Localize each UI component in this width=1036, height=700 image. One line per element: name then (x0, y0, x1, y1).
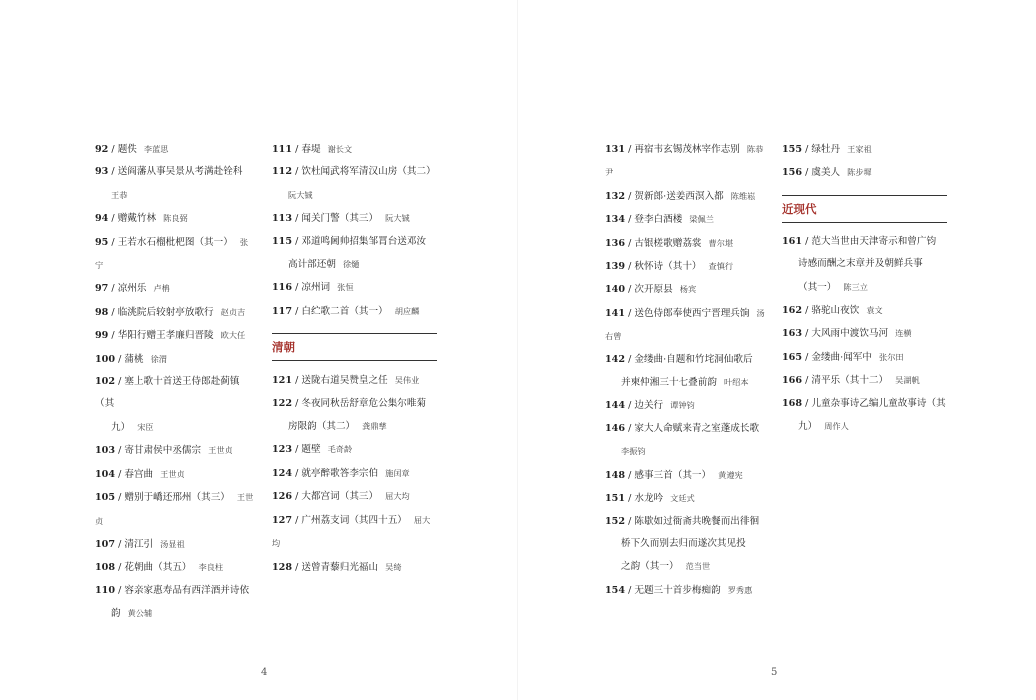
poem-title: 次开原县 (634, 284, 673, 296)
toc-entry-line (782, 415, 947, 438)
page-ref-number: 112 (272, 166, 293, 178)
page-ref-number: 127 (272, 514, 293, 526)
toc-entry[interactable] (782, 322, 947, 345)
author-name: 曹尔堪 (708, 237, 734, 248)
page-ref-number: 128 (272, 561, 293, 573)
author-name: 徐渭 (150, 353, 167, 364)
toc-entry[interactable] (605, 138, 765, 185)
author-name: 汤右曾 (605, 307, 765, 342)
poem-title: 清平乐（其十二） (811, 375, 889, 387)
toc-entry-line (782, 276, 947, 299)
author-name: 王世贞 (95, 492, 254, 526)
page-ref-number: 151 (605, 493, 626, 505)
toc-entry[interactable] (605, 464, 765, 487)
toc-entry-line: 142 / 金缕曲·自题和竹垞洞仙歌后 (605, 353, 753, 365)
poem-title: 春宫曲 (124, 468, 154, 480)
page-ref-number: 98 (95, 306, 109, 318)
toc-entry-line: 98 / 临洮院后较射亭放歌行 赵贞吉 (95, 306, 246, 318)
page-ref-number: 141 (605, 307, 626, 319)
poem-title: 房限韵（其二） (288, 421, 356, 433)
poem-title: 无题三十首步梅痴韵 (634, 584, 721, 596)
toc-entry-line (782, 253, 947, 275)
poem-title: 绿牡丹 (811, 144, 841, 155)
poem-title: 再宿韦玄锡茂林宰作志别 (634, 144, 740, 155)
author-name: 阮大铖 (385, 213, 410, 224)
author-name: 施闰章 (385, 467, 410, 478)
author-name: 连横 (895, 328, 912, 339)
author-name: 欧大任 (220, 330, 246, 341)
poem-title: 送色侍郎奉使西宁晋理兵饷 (634, 307, 750, 319)
toc-entry[interactable] (95, 277, 255, 300)
toc-entry-line: 152 / 陈歇如过衙斋共晚餐而出徘徊 (605, 515, 760, 527)
author-name: 黄公辅 (127, 608, 153, 619)
page-ref-number: 142 (605, 353, 626, 365)
poem-title: 赠别于嶠还邢州（其三） (124, 492, 230, 504)
toc-entry-line: 132 / 贺新郎·送姜西溟入都 陈维崧 (605, 190, 756, 202)
page-ref-number: 117 (272, 305, 293, 317)
toc-entry-line: 124 / 就亭醉歌答李宗伯 施闰章 (272, 467, 410, 479)
toc-entry[interactable] (272, 231, 437, 277)
poem-title: 古银槎歌赠荔裳 (634, 237, 702, 249)
toc-column (95, 138, 255, 626)
toc-entry-line: 115 / 邓道鸣阃帅招集邹罥台送邓汝 (272, 235, 427, 247)
author-name: 李振钧 (621, 446, 646, 457)
toc-entry[interactable] (605, 394, 765, 417)
toc-entry[interactable] (605, 232, 765, 255)
toc-entry-line: 162 / 骆驼山夜饮 袁文 (782, 305, 883, 317)
author-name: 胡应麟 (394, 305, 420, 316)
poem-title: 之韵（其一） (621, 561, 679, 573)
toc-entry[interactable] (605, 278, 765, 301)
toc-entry[interactable] (782, 346, 947, 369)
author-name: 汤显祖 (160, 538, 185, 549)
author-name: 徐熥 (342, 259, 360, 270)
page-number: 5 (771, 667, 778, 678)
toc-entry[interactable] (272, 438, 437, 461)
toc-entry[interactable] (95, 324, 255, 347)
toc-entry-line: 107 / 清江引 汤显祖 (95, 538, 185, 550)
poem-title: 送阎藩从事吴景从考满赴铨科 (117, 166, 243, 178)
poem-title: 水龙吟 (634, 493, 664, 505)
toc-entry-line: 156 / 虞美人 陈步墀 (782, 167, 872, 179)
toc-entry[interactable] (272, 300, 437, 323)
poem-title: 临洮院后较射亭放歌行 (117, 306, 214, 318)
toc-entry[interactable] (95, 301, 255, 324)
toc-entry[interactable] (95, 533, 255, 556)
page-ref-number: 161 (782, 235, 803, 247)
toc-group (272, 138, 437, 323)
author-name: 龚鼎孳 (362, 421, 387, 432)
poem-title: 王若水石榴枇杷图（其一） (117, 236, 233, 248)
toc-entry[interactable] (272, 556, 437, 579)
author-name: 袁文 (866, 305, 883, 316)
page-ref-number: 105 (95, 492, 116, 504)
poem-title: 寄甘肃侯中丞儒宗 (124, 445, 202, 457)
toc-entry-line: 136 / 古银槎歌赠荔裳 曹尔堪 (605, 237, 734, 249)
author-name: 梁佩兰 (689, 214, 714, 225)
toc-entry[interactable] (95, 161, 255, 207)
author-name: 吴绮 (385, 561, 402, 572)
toc-entry[interactable] (95, 463, 255, 486)
author-name: 陈三立 (843, 281, 868, 292)
page-ref-number: 100 (95, 353, 116, 365)
toc-entry[interactable] (605, 487, 765, 510)
poem-title: 陈歇如过衙斋共晚餐而出徘徊 (634, 515, 760, 527)
page-ref-number: 122 (272, 397, 293, 409)
author-name: 黄遵宪 (718, 469, 743, 480)
poem-title: 闻关门警（其三） (301, 213, 379, 225)
page-ref-number: 131 (605, 144, 626, 155)
author-name: 张恒 (337, 282, 354, 293)
toc-entry[interactable] (782, 393, 947, 439)
poem-title: 清江引 (124, 538, 154, 550)
toc-entry-line (95, 416, 255, 439)
toc-entry-line: 95 / 王若水石榴枇杷图（其一） 张宁 (95, 236, 249, 271)
toc-entry-line: 151 / 水龙吟 文廷式 (605, 493, 695, 505)
toc-entry-line: 163 / 大风雨中渡饮马河 连横 (782, 328, 912, 340)
toc-entry-line: 127 / 广州荔支词（其四十五） 屈大均 (272, 514, 431, 549)
section-heading: 清朝 (272, 333, 437, 361)
poem-title: 九） (798, 421, 818, 433)
author-name: 查慎行 (708, 261, 734, 272)
toc-entry[interactable] (272, 509, 437, 556)
author-name: 王家祖 (847, 144, 872, 154)
toc-entry-line: 166 / 清平乐（其十二） 吴湖帆 (782, 375, 920, 387)
page-ref-number: 154 (605, 584, 626, 596)
toc-entry-line: 102 / 塞上歌十首送王侍郎赴蓟镇（其 (95, 376, 240, 410)
page-ref-number: 124 (272, 467, 293, 479)
poem-title: 韵 (111, 608, 121, 620)
poem-title: 金缕曲·自题和竹垞洞仙歌后 (634, 353, 753, 365)
author-name: 吴伟业 (394, 375, 420, 386)
page-ref-number: 99 (95, 330, 109, 342)
poem-title: 送陇右道吴赞皇之任 (301, 375, 388, 387)
author-name: 阮大铖 (288, 189, 313, 200)
author-name: 陈维崧 (730, 190, 756, 201)
page-ref-number: 156 (782, 167, 803, 179)
toc-entry-line: 121 / 送陇右道吴赞皇之任 吴伟业 (272, 375, 420, 387)
toc-entry[interactable] (95, 580, 255, 626)
author-name: 毛奇龄 (327, 444, 353, 455)
poem-title: 大都宫词（其三） (301, 491, 379, 503)
toc-entry[interactable] (95, 231, 255, 278)
toc-entry[interactable] (605, 349, 765, 395)
section-heading: 近现代 (782, 195, 947, 223)
toc-entry-line: 105 / 赠别于嶠还邢州（其三） 王世贞 (95, 492, 254, 526)
page-ref-number: 165 (782, 351, 803, 363)
page-ref-number: 108 (95, 562, 116, 574)
toc-entry-line: 144 / 边关行 谭钟钧 (605, 400, 695, 412)
author-name: 王恭 (111, 189, 128, 200)
toc-entry[interactable] (95, 486, 255, 533)
page-ref-number: 134 (605, 214, 626, 226)
toc-entry[interactable] (605, 511, 765, 579)
page-ref-number: 132 (605, 190, 626, 202)
author-name: 陈步墀 (847, 167, 872, 178)
page-ref-number: 93 (95, 166, 109, 178)
page-ref-number: 94 (95, 213, 109, 225)
page-ref-number: 103 (95, 445, 116, 457)
page-ref-number: 104 (95, 468, 116, 480)
toc-group (272, 369, 437, 579)
page-ref-number: 113 (272, 213, 293, 225)
author-name: 李蓝思 (143, 144, 169, 154)
page-ref-number: 110 (95, 584, 116, 596)
toc-entry[interactable] (95, 138, 255, 161)
page-ref-number: 152 (605, 515, 626, 527)
poem-title: 题壁 (301, 444, 321, 456)
poem-title: 并柬仲湘三十七叠前韵 (621, 377, 717, 389)
toc-entry-line: 128 / 送曾青藜归光福山 吴绮 (272, 561, 402, 573)
toc-entry[interactable] (605, 418, 765, 464)
toc-entry-line: 116 / 凉州词 张恒 (272, 282, 354, 294)
page-ref-number: 146 (605, 422, 626, 434)
page-ref-number: 155 (782, 144, 803, 155)
page-ref-number: 163 (782, 328, 803, 340)
page-ref-number: 126 (272, 491, 293, 503)
toc-entry[interactable] (782, 369, 947, 392)
poem-title: 高计部还朝 (288, 259, 336, 271)
author-name: 周作人 (824, 421, 849, 432)
toc-entry[interactable] (272, 161, 437, 207)
poem-title: 饮杜闻武将军清汉山房（其二） (301, 166, 436, 178)
toc-group (782, 138, 947, 185)
page-ref-number: 116 (272, 282, 293, 294)
page-ref-number: 102 (95, 376, 116, 388)
poem-title: 边关行 (634, 400, 664, 412)
toc-entry[interactable] (605, 185, 765, 208)
poem-title: 大风雨中渡饮马河 (811, 328, 889, 340)
poem-title: （其一） (798, 281, 837, 293)
toc-column (782, 138, 947, 438)
poem-title: 登李白酒楼 (634, 214, 683, 226)
author-name: 王世贞 (208, 445, 233, 456)
page-ref-number: 97 (95, 283, 109, 295)
toc-entry-line: 112 / 饮杜闻武将军清汉山房（其二） (272, 166, 436, 178)
toc-entry-line: 104 / 春宫曲 王世贞 (95, 468, 185, 480)
toc-entry-line: 110 / 容亲家惠寿品有西洋酒并诗依 (95, 584, 250, 596)
page-ref-number: 136 (605, 237, 626, 249)
toc-entry[interactable] (272, 393, 437, 439)
author-name: 叶绍本 (723, 377, 749, 388)
poem-title: 题佚 (117, 144, 137, 155)
author-name: 宋臣 (137, 421, 154, 432)
toc-entry-line: 94 / 赠戴竹林 陈良弼 (95, 213, 188, 225)
toc-entry-line (605, 440, 765, 463)
toc-entry[interactable] (272, 462, 437, 485)
page-ref-number: 166 (782, 375, 803, 387)
poem-title: 塞上歌十首送王侍郎赴蓟镇（其 (95, 376, 240, 410)
poem-title: 赠戴竹林 (117, 213, 157, 225)
toc-entry[interactable] (272, 207, 437, 230)
poem-title: 桥下久而别去归而遂次其见投 (621, 537, 746, 549)
toc-entry-line (272, 184, 437, 207)
author-name: 屈大均 (272, 514, 431, 549)
page-ref-number: 95 (95, 236, 109, 248)
toc-entry-line: 100 / 蒲桃 徐渭 (95, 353, 167, 365)
toc-entry-line: 108 / 花朝曲（其五） 李良柱 (95, 562, 224, 574)
toc-entry[interactable] (782, 138, 947, 161)
poem-title: 花朝曲（其五） (124, 562, 192, 574)
toc-entry[interactable] (272, 276, 437, 299)
toc-entry-line: 111 / 春堤 谢长文 (272, 144, 353, 155)
poem-title: 九） (111, 421, 131, 433)
toc-entry-line: 99 / 华阳行赠王孝廉归晋陵 欧大任 (95, 330, 246, 342)
poem-title: 金缕曲·闻军中 (811, 351, 872, 363)
author-name: 文廷式 (670, 493, 695, 504)
poem-title: 家大人命赋来青之室蓬成长歌 (634, 422, 760, 434)
toc-entry[interactable] (272, 138, 437, 161)
poem-title: 华阳行赠王孝廉归晋陵 (117, 330, 214, 342)
toc-entry-line (95, 602, 255, 625)
poem-title: 儿童杂事诗乙编儿童故事诗（其 (811, 397, 946, 409)
toc-entry-line (605, 371, 765, 394)
toc-entry-line: 93 / 送阎藩从事吴景从考满赴铨科 (95, 166, 243, 178)
toc-entry[interactable] (782, 299, 947, 322)
toc-entry-line (95, 184, 255, 207)
author-name: 屈大均 (385, 491, 410, 502)
toc-entry-line: 97 / 凉州乐 卢柟 (95, 283, 170, 295)
toc-entry-line: 155 / 绿牡丹 王家祖 (782, 144, 872, 155)
page-ref-number: 121 (272, 375, 293, 387)
poem-title: 容亲家惠寿品有西洋酒并诗依 (124, 584, 250, 596)
toc-entry[interactable] (782, 231, 947, 299)
author-name: 王世贞 (160, 468, 185, 479)
author-name: 吴湖帆 (895, 375, 920, 386)
page-ref-number: 162 (782, 305, 803, 317)
poem-title: 秋怀诗（其十） (634, 261, 702, 273)
page-ref-number: 139 (605, 261, 626, 273)
toc-entry-line: 134 / 登李白酒楼 梁佩兰 (605, 214, 714, 226)
page-ref-number: 92 (95, 144, 109, 155)
toc-entry-line: 113 / 闻关门警（其三） 阮大铖 (272, 213, 410, 225)
toc-entry[interactable] (272, 485, 437, 508)
author-name: 范当世 (685, 561, 711, 572)
page-number: 4 (261, 667, 268, 678)
toc-entry[interactable] (95, 207, 255, 230)
toc-column (605, 138, 765, 602)
toc-entry-line: 141 / 送色侍郎奉使西宁晋理兵饷 汤右曾 (605, 307, 765, 342)
poem-title: 冬夜同秋岳舒章危公集尔唯菊 (301, 397, 427, 409)
toc-entry[interactable] (95, 556, 255, 579)
toc-entry[interactable] (95, 439, 255, 462)
poem-title: 广州荔支词（其四十五） (301, 514, 407, 526)
page-ref-number: 140 (605, 284, 626, 296)
poem-title: 就亭醉歌答李宗伯 (301, 467, 379, 479)
page-ref-number: 168 (782, 397, 803, 409)
toc-entry-line: 165 / 金缕曲·闻军中 张尔田 (782, 351, 904, 363)
toc-entry-line (272, 415, 437, 438)
toc-entry[interactable] (605, 302, 765, 349)
toc-group (782, 231, 947, 439)
toc-entry-line (605, 555, 765, 578)
poem-title: 骆驼山夜饮 (811, 305, 860, 317)
toc-entry-line: 168 / 儿童杂事诗乙编儿童故事诗（其 (782, 397, 946, 409)
author-name: 卢柟 (153, 283, 170, 294)
page-ref-number: 144 (605, 400, 626, 412)
poem-title: 凉州词 (301, 282, 331, 294)
poem-title: 白纻歌二首（其一） (301, 305, 388, 317)
page-ref-number: 123 (272, 444, 293, 456)
poem-title: 范大当世由天津寄示和曾广钧 (811, 235, 937, 247)
author-name: 赵贞吉 (220, 306, 246, 317)
toc-column (272, 138, 437, 579)
toc-entry-line (605, 533, 765, 555)
author-name: 杨宾 (679, 284, 697, 295)
toc-entry-line: 122 / 冬夜同秋岳舒章危公集尔唯菊 (272, 397, 427, 409)
poem-title: 蒲桃 (124, 353, 144, 365)
toc-entry-line: 92 / 题佚 李蓝思 (95, 144, 169, 155)
toc-entry-line: 148 / 感事三首（其一） 黄遵宪 (605, 469, 743, 481)
toc-entry[interactable] (272, 369, 437, 392)
poem-title: 送曾青藜归光福山 (301, 561, 379, 573)
author-name: 谢长文 (327, 144, 353, 154)
toc-entry-line: 131 / 再宿韦玄锡茂林宰作志别 陈恭尹 (605, 144, 764, 178)
author-name: 李良柱 (198, 562, 224, 573)
right-page (518, 0, 1036, 700)
toc-entry[interactable] (605, 579, 765, 602)
toc-entry[interactable] (95, 348, 255, 371)
author-name: 陈良弼 (163, 213, 188, 224)
toc-entry-line: 123 / 题壁 毛奇龄 (272, 444, 353, 456)
toc-entry[interactable] (95, 371, 255, 439)
toc-entry-line: 126 / 大都宫词（其三） 屈大均 (272, 491, 410, 503)
poem-title: 感事三首（其一） (634, 469, 712, 481)
page-ref-number: 115 (272, 235, 293, 247)
toc-entry-line: 117 / 白纻歌二首（其一） 胡应麟 (272, 305, 420, 317)
toc-entry-line: 140 / 次开原县 杨宾 (605, 284, 697, 296)
author-name: 张尔田 (879, 351, 904, 362)
page-ref-number: 111 (272, 144, 293, 155)
page-ref-number: 107 (95, 538, 116, 550)
poem-title: 虞美人 (811, 167, 841, 179)
toc-entry-line (272, 253, 437, 276)
page-ref-number: 148 (605, 469, 626, 481)
author-name: 罗秀惠 (727, 584, 753, 595)
toc-entry-line: 103 / 寄甘肃侯中丞儒宗 王世贞 (95, 445, 233, 457)
poem-title: 诗感而酬之末章并及朝鲜兵事 (798, 258, 923, 270)
poem-title: 凉州乐 (117, 283, 147, 295)
poem-title: 贺新郎·送姜西溟入都 (634, 190, 724, 202)
toc-entry-line: 154 / 无题三十首步梅痴韵 罗秀惠 (605, 584, 753, 596)
poem-title: 春堤 (301, 144, 321, 155)
author-name: 谭钟钧 (670, 400, 695, 411)
toc-entry-line: 139 / 秋怀诗（其十） 查慎行 (605, 261, 734, 273)
toc-entry[interactable] (605, 255, 765, 278)
toc-entry[interactable] (782, 161, 947, 184)
poem-title: 邓道鸣阃帅招集邹罥台送邓汝 (301, 235, 427, 247)
toc-entry-line: 161 / 范大当世由天津寄示和曾广钧 (782, 235, 937, 247)
author-name: 张宁 (95, 236, 249, 271)
toc-entry-line: 146 / 家大人命赋来青之室蓬成长歌 (605, 422, 760, 434)
author-name: 陈恭尹 (605, 144, 764, 178)
toc-entry[interactable] (605, 208, 765, 231)
